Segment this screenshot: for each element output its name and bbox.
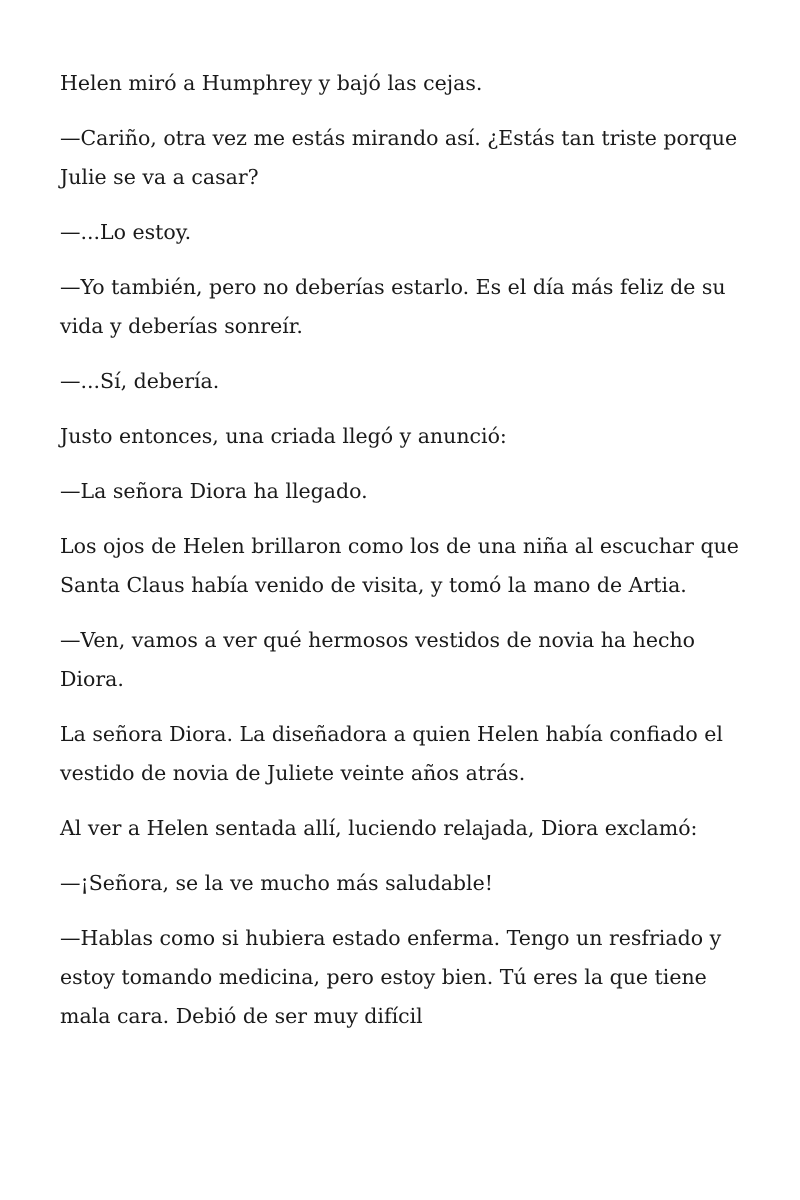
document-page [60, 64, 760, 1052]
paragraph: Justo entonces, una criada llegó y anunció: [60, 424, 507, 448]
paragraph: —¡Señora, se la ve mucho más saludable! [60, 871, 493, 895]
paragraph: —...Sí, debería. [60, 369, 220, 393]
paragraph: —Yo también, pero no deberías estarlo. Es el día más feliz de su vida y deberías sonreír. [60, 275, 726, 338]
paragraph: Helen miró a Humphrey y bajó las cejas. [60, 71, 483, 95]
paragraph: —Hablas como si hubiera estado enferma. Tengo un resfriado y estoy tomando medicina, pero estoy bien. Tú eres la que tiene mala cara. Debió de ser muy difícil [60, 926, 722, 1028]
paragraph: —Cariño, otra vez me estás mirando así. ¿Estás tan triste porque Julie se va a casar? [60, 126, 738, 189]
paragraph: Los ojos de Helen brillaron como los de una niña al escuchar que Santa Claus había venido de visita, y tomó la mano de Artia. [60, 534, 739, 597]
paragraph: —...Lo estoy. [60, 220, 192, 244]
paragraph: Al ver a Helen sentada allí, luciendo relajada, Diora exclamó: [60, 816, 698, 840]
paragraph: —Ven, vamos a ver qué hermosos vestidos de novia ha hecho Diora. [60, 628, 695, 691]
paragraph: —La señora Diora ha llegado. [60, 479, 368, 503]
paragraph: La señora Diora. La diseñadora a quien Helen había confiado el vestido de novia de Juliete veinte años atrás. [60, 722, 723, 785]
